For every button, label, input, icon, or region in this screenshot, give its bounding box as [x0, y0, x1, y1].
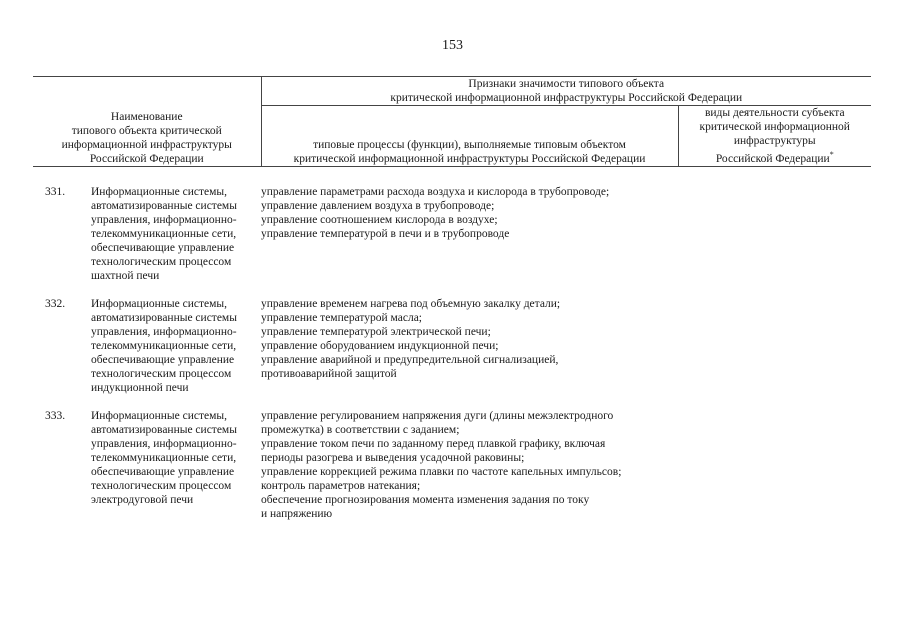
row-activity — [678, 409, 871, 521]
table-row — [33, 297, 871, 395]
table-row — [33, 409, 871, 521]
table-row — [33, 185, 871, 283]
row-processes: управление параметрами расхода воздуха и кислорода в трубопроводе; управление давлением воздуха в трубопроводе; управление соотношением кислорода в воздухе; управление температурой в печи и в трубопроводе — [261, 185, 610, 240]
row-object-name: Информационные системы, автоматизированные системы управления, информационно- телекоммуникационные сети, обеспечивающие управление технологическим процессом индукционной печи — [91, 297, 237, 394]
row-number: 331. — [45, 185, 66, 198]
row-processes: управление регулированием напряжения дуги (длины межэлектродного промежутка) в соответствии с заданием; управление током печи по заданному перед плавкой графику, включая периоды разогрева и выведения усадочной раковины; управление коррекцией режима плавки по частоте капельных импульсов; контроль параметров натекания; обеспечение прогнозирования момента изменения задания по току и напряжению — [261, 409, 622, 520]
header-object-name: Наименование типового объекта критической информационной инфраструктуры Российской Федерации — [33, 77, 261, 167]
row-object-name: Информационные системы, автоматизированные системы управления, информационно- телекоммуникационные сети, обеспечивающие управление технологическим процессом шахтной печи — [91, 185, 237, 282]
row-activity — [678, 297, 871, 395]
header-typical-processes: типовые процессы (функции), выполняемые типовым объектом критической информационной инфраструктуры Российской Федерации — [261, 106, 678, 167]
footnote-marker: * — [829, 150, 834, 159]
significance-table — [33, 76, 871, 521]
row-object-name: Информационные системы, автоматизированные системы управления, информационно- телекоммуникационные сети, обеспечивающие управление технологическим процессом электродуговой печи — [91, 409, 237, 506]
row-number: 333. — [45, 409, 66, 422]
header-activity-types: виды деятельности субъекта критической информационной инфраструктуры Российской Федерации* — [678, 106, 871, 167]
header-significance-group: Признаки значимости типового объекта критической информационной инфраструктуры Российской Федерации — [261, 77, 871, 106]
row-number: 332. — [45, 297, 66, 310]
row-processes: управление временем нагрева под объемную закалку детали; управление температурой масла; управление температурой электрической печи; управление оборудованием индукционной печи; управление аварийной и предупредительной сигнализацией, противоаварийной защитой — [261, 297, 561, 380]
row-activity — [678, 185, 871, 283]
page-number: 153 — [442, 38, 463, 53]
